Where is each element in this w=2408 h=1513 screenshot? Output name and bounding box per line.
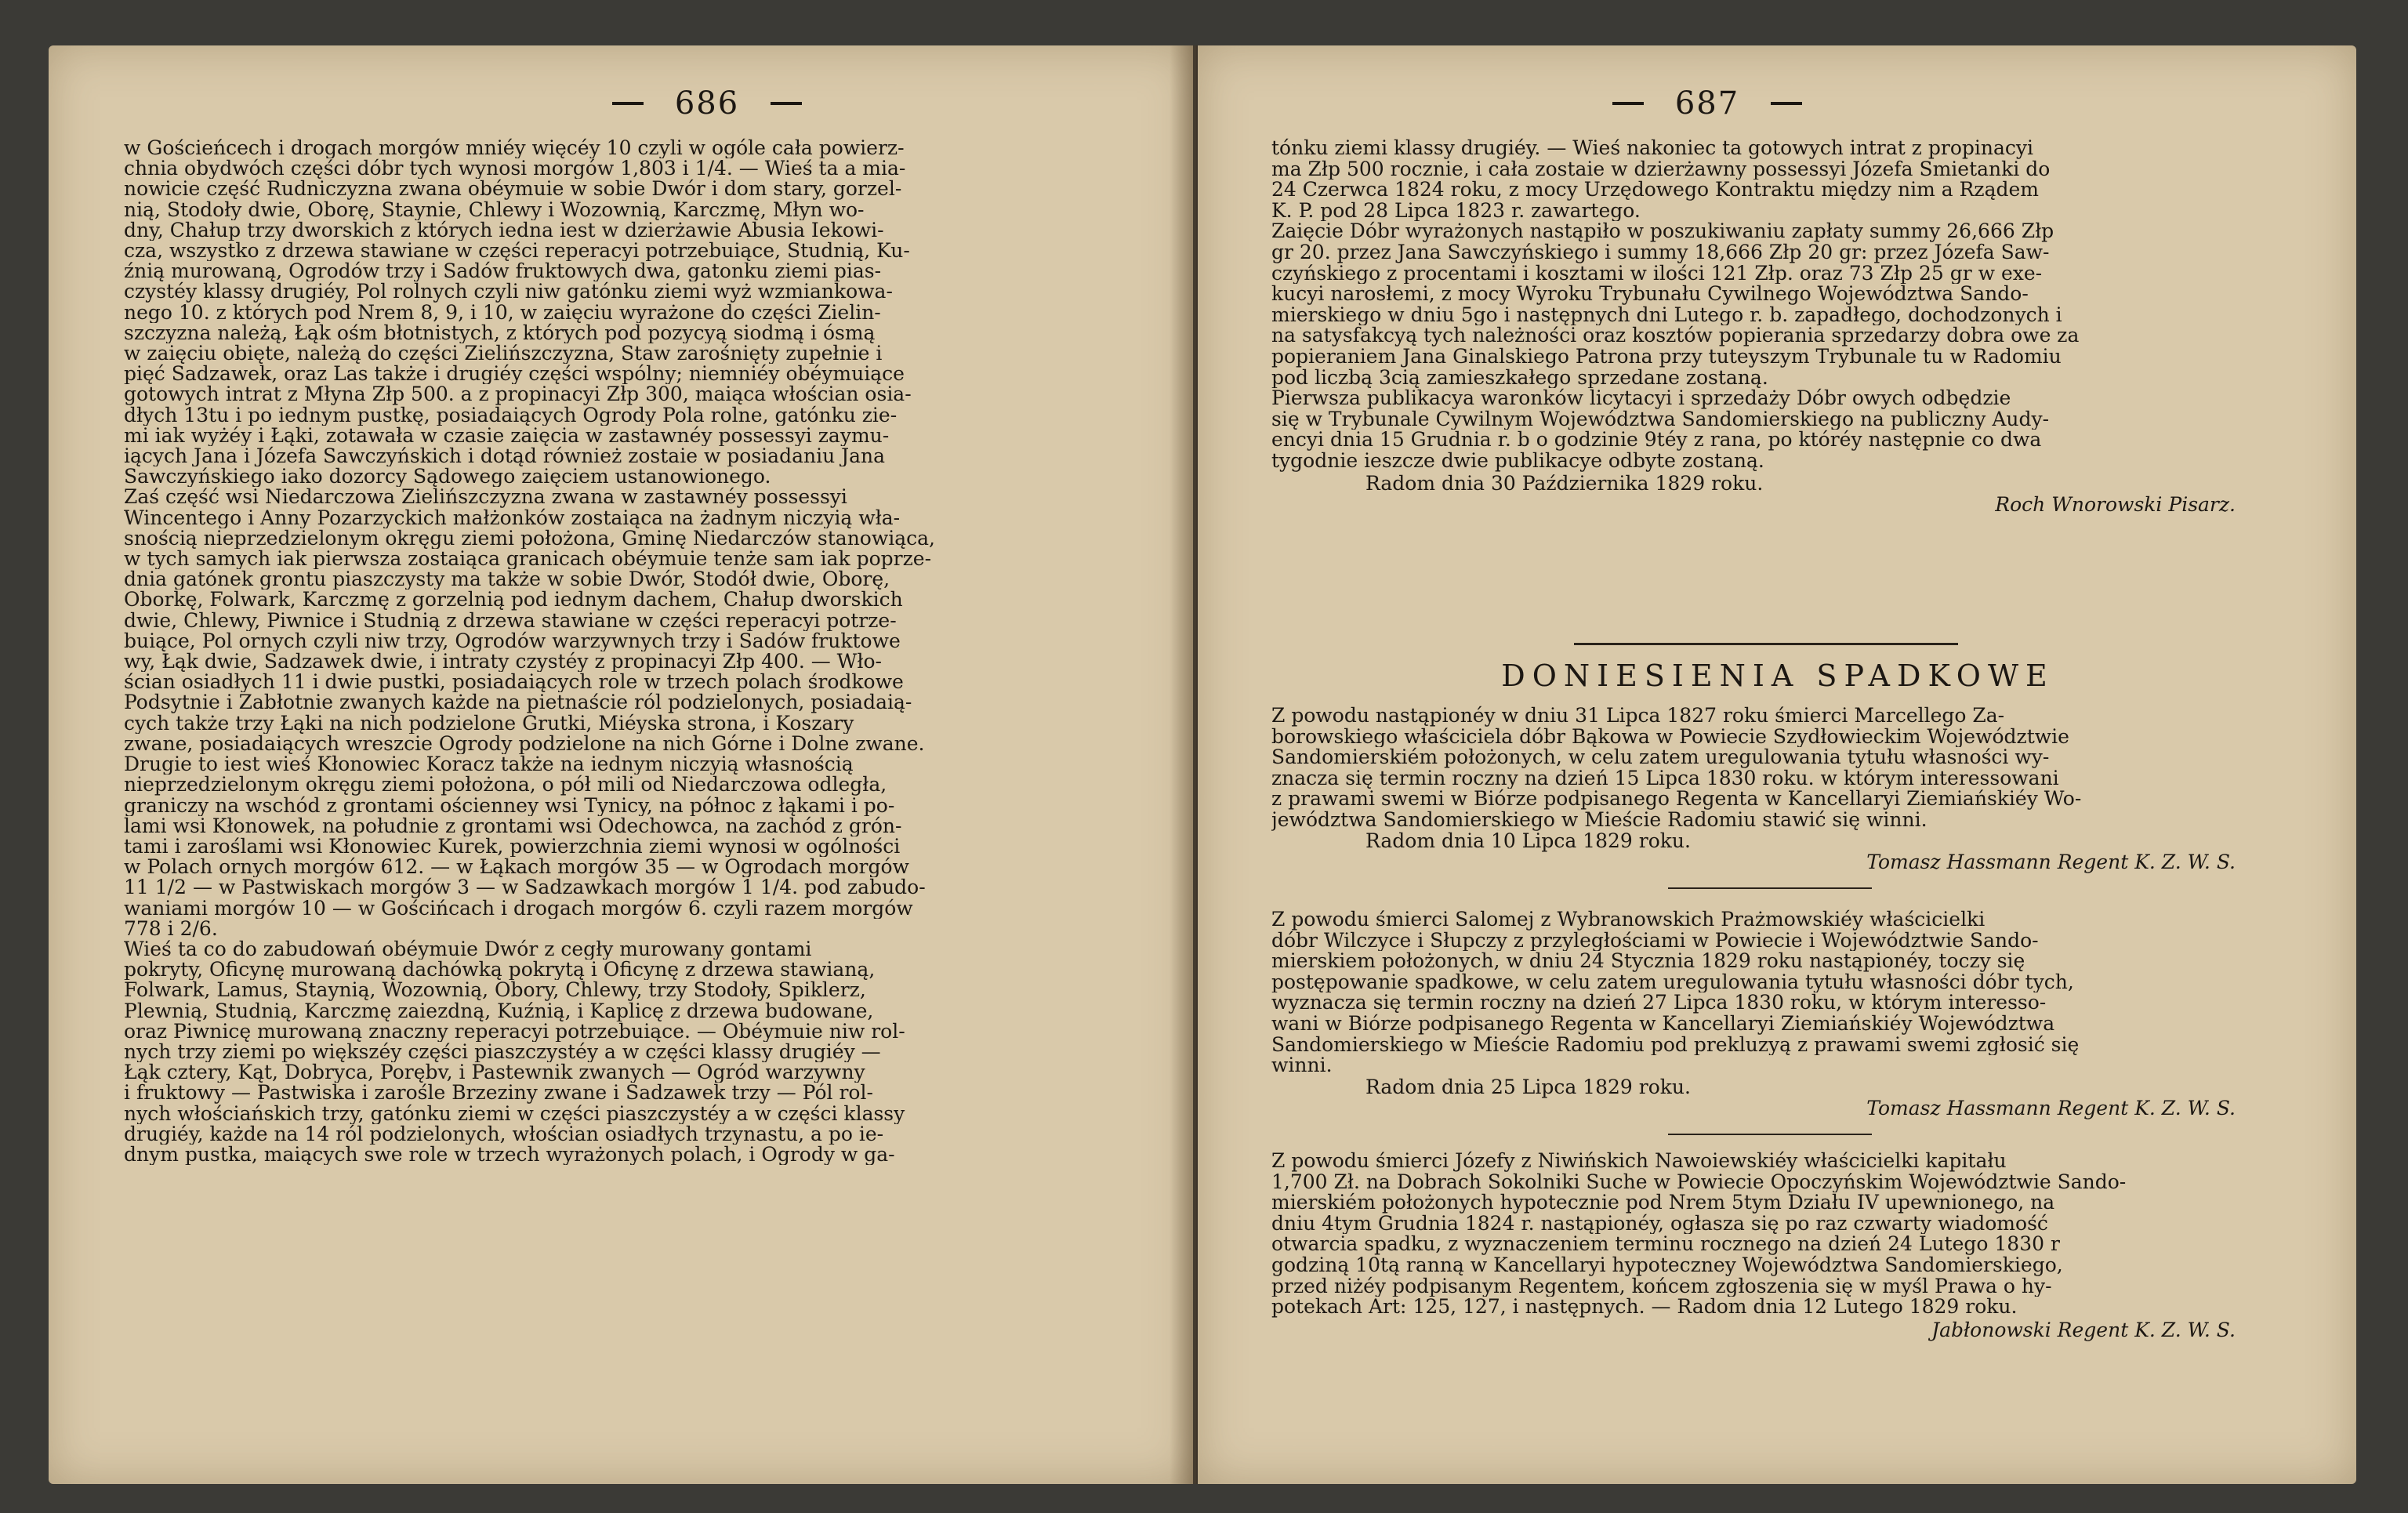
text-line: szczyzna należą, Łąk ośm błotnistych, z których pod pozycyą siodmą i ósmą	[124, 322, 876, 344]
signature: Roch Wnorowski Pisarz.	[1995, 492, 2236, 516]
signature: Jabłonowski Regent K. Z. W. S.	[1931, 1319, 2236, 1341]
inheritance-notice-1	[1271, 706, 2290, 831]
text-line: czyńskiego z procentami i kosztami w ilości 121 Złp. oraz 73 Złp 25 gr w exe-	[1271, 263, 2043, 285]
page-number: 686	[674, 85, 740, 122]
header-dash	[612, 102, 644, 105]
text-line: wani w Biórze podpisanego Regenta w Kancellaryi Ziemiańskiéy Województwa	[1271, 1013, 2055, 1035]
text-line: 778 i 2/6.	[124, 918, 218, 939]
text-line: Podsytnie i Zabłotnie zwanych każde na pietnaście ról podzielonych, posiadaią-	[124, 692, 912, 713]
text-line: z prawami swemi w Biórze podpisanego Regenta w Kancellaryi Ziemiańskiéy Wo-	[1271, 789, 2082, 810]
page-number: 687	[1674, 85, 1740, 122]
text-line: gotowych intrat z Młyna Złp 500. a z propinacyi Złp 300, maiąca włościan osia-	[124, 384, 912, 405]
text-line: nego 10. z których pod Nrem 8, 9, i 10, w zaięciu wyrażone do części Zielin-	[124, 302, 881, 323]
text-line: mierskiego w dniu 5go i następnych dni Lutego r. b. zapadłego, dochodzonych i	[1271, 304, 2062, 326]
text-line: lami wsi Kłonowek, na południe z grontami wsi Odechowca, na zachód z grón-	[124, 815, 902, 836]
text-line: K. P. pod 28 Lipca 1823 r. zawartego.	[1271, 200, 1641, 222]
text-line: pod liczbą 3cią zamieszkałego sprzedane zostaną.	[1271, 367, 1768, 389]
text-line: potekach Art: 125, 127, i następnych. — Radom dnia 12 Lutego 1829 roku.	[1271, 1297, 2018, 1318]
text-line: Zaś część wsi Niedarczowa Zielińszczyzna zwana w zastawnéy possessyi	[124, 487, 847, 508]
notice-1-closing	[1271, 831, 2290, 873]
text-line: i fruktowy — Pastwiska i zarośle Brzeziny zwane i Sadzawek trzy — Pól rol-	[124, 1083, 873, 1104]
text-line: pięć Sadzawek, oraz Las także i drugiéy części wspólny; niemniéy obéymuiące	[124, 364, 905, 385]
text-line: 24 Czerwca 1824 roku, z mocy Urzędowego Kontraktu między nim a Rządem	[1271, 180, 2040, 201]
text-line: Sawczyńskiego iako dozorcy Sądowego zaięciem ustanowionego.	[124, 466, 771, 488]
text-line: znacza się termin roczny na dzień 15 Lipca 1830 roku. w którym interessowani	[1271, 767, 2059, 789]
right-page	[1198, 45, 2356, 1484]
text-line: cych także trzy Łąki na nich podzielone Grutki, Miéyska strona, i Koszary	[124, 713, 854, 734]
text-line: mi iak wyżéy i Łąki, zotawała w czasie zaięcia w zastawnéy possessyi zaymu-	[124, 425, 890, 447]
text-line: Plewnią, Studnią, Karczmę zaiezdną, Kuźnią, i Kaplicę z drzewa budowane,	[124, 1000, 874, 1021]
text-line: nych trzy ziemi po większéy części piaszczystéy a w części klassy drugiéy —	[124, 1041, 881, 1063]
text-line: Z powodu nastąpionéy w dniu 31 Lipca 1827 roku śmierci Marcellego Za-	[1271, 706, 2005, 727]
text-line: oraz Piwnicę murowaną znaczny reperacyi potrzebuiące. — Obéymuie niw rol-	[124, 1021, 905, 1042]
text-line: winni.	[1271, 1055, 1333, 1076]
signature: Tomasz Hassmann Regent K. Z. W. S.	[1866, 850, 2236, 873]
text-line: pokryty, Oficynę murowaną dachówką pokrytą i Oficynę z drzewa stawianą,	[124, 960, 876, 981]
header-dash	[1771, 102, 1802, 105]
text-line: tygodnie ieszcze dwie publikacye odbyte zostaną.	[1271, 450, 1764, 472]
section-divider	[1574, 643, 1958, 645]
inheritance-notice-3	[1271, 1151, 2290, 1318]
left-page	[49, 45, 1193, 1484]
text-line: się w Trybunale Cywilnym Województwa Sandomierskiego na publiczny Audy-	[1271, 408, 2050, 430]
text-line: Z powodu śmierci Salomej z Wybranowskich Prażmowskiéy właścicielki	[1271, 909, 1986, 931]
text-line: dóbr Wilczyce i Słupczy z przyległościami w Powiecie i Województwie Sando-	[1271, 930, 2039, 952]
right-page-header	[1566, 80, 1848, 127]
text-line: Drugie to iest wieś Kłonowiec Koracz także na iednym niczyią własnością	[124, 754, 854, 775]
text-line: dniu 4tym Grudnia 1824 r. nastąpionéy, ogłasza się po raz czwarty wiadomość	[1271, 1213, 2048, 1235]
text-line: buiące, Pol ornych czyli niw trzy, Ogrodów warzywnych trzy i Sadów fruktowe	[124, 630, 901, 652]
text-line: źnią murowaną, Ogrodów trzy i Sadów fruktowych dwa, gatonku ziemi pias-	[124, 261, 882, 282]
text-line: 11 1/2 — w Pastwiskach morgów 3 — w Sadzawkach morgów 1 1/4. pod zabudo-	[124, 877, 926, 898]
text-line: otwarcia spadku, z wyznaczeniem terminu rocznego na dzień 24 Lutego 1830 r	[1271, 1234, 2060, 1255]
text-line: Wieś ta co do zabudowań obéymuie Dwór z cegły murowany gontami	[124, 938, 812, 960]
text-line: Sandomierskiego w Mieście Radomiu pod prekluzyą z prawami swemi zgłosić się	[1271, 1034, 2080, 1056]
right-page-body-top	[1271, 138, 2290, 472]
text-line: Sandomierskiém położonych, w celu zatem uregulowania tytułu własności wy-	[1271, 747, 2050, 768]
text-line: nych włościańskich trzy, gatónku ziemi w części piaszczystéy a w części klassy	[124, 1103, 905, 1124]
text-line: gr 20. przez Jana Sawczyńskiego i summy 18,666 Złp 20 gr: przez Józefa Saw-	[1271, 241, 2050, 263]
text-line: 1,700 Zł. na Dobrach Sokolniki Suche w Powiecie Opoczyńskim Województwie Sando-	[1271, 1171, 2127, 1193]
text-line: ma Złp 500 rocznie, i cała zostaie w dzierżawny possessyi Józefa Smietanki do	[1271, 158, 2051, 180]
notice-3-closing	[1271, 1320, 2290, 1341]
header-dash	[1612, 102, 1644, 105]
text-line: Łąk cztery, Kąt, Dobryca, Porębv, i Pastewnik zwanych — Ogród warzywny	[124, 1062, 865, 1083]
signature: Tomasz Hassmann Regent K. Z. W. S.	[1866, 1096, 2236, 1119]
text-line: wy, Łąk dwie, Sadzawek dwie, i intraty czystéy z propinacyi Złp 400. — Wło-	[124, 651, 882, 673]
text-line: w Gościeńcech i drogach morgów mniéy więcéy 10 czyli w ogóle cała powierz-	[124, 138, 905, 159]
text-line: snością nieprzedzielonym okręgu ziemi położona, Gminę Niedarczów stanowiąca,	[124, 528, 935, 550]
text-line: w Polach ornych morgów 612. — w Łąkach morgów 35 — w Ogrodach morgów	[124, 857, 909, 878]
date-line: Radom dnia 30 Października 1829 roku.	[1365, 472, 1764, 495]
notice-divider	[1668, 887, 1872, 889]
text-line: przed niżéy podpisanym Regentem, końcem zgłoszenia się w myśl Prawa o hy-	[1271, 1275, 2052, 1297]
text-line: cza, wszystko z drzewa stawiane w części reperacyi potrzebuiące, Studnią, Ku-	[124, 241, 910, 262]
left-page-header	[566, 80, 848, 127]
text-line: Z powodu śmierci Józefy z Niwińskich Nawoiewskiéy właścicielki kapitału	[1271, 1151, 2007, 1172]
text-line: zwane, posiadaiących wreszcie Ogrody podzielone na nich Górne i Dolne zwane.	[124, 733, 925, 755]
text-line: dnym pustka, maiących swe role w trzech wyrażonych polach, i Ogrody w ga-	[124, 1144, 895, 1166]
text-line: Folwark, Lamus, Staynią, Wozownią, Obory, Chlewy, trzy Stodoły, Spiklerz,	[124, 980, 866, 1001]
notice-closing-block	[1271, 473, 2290, 515]
text-line: chnia obydwóch części dóbr tych wynosi morgów 1,803 i 1/4. — Wieś ta a mia-	[124, 158, 906, 180]
text-line: Oborkę, Folwark, Karczmę z gorzelnią pod iednym dachem, Chałup dworskich	[124, 590, 903, 611]
text-line: nią, Stodoły dwie, Oborę, Staynie, Chlewy i Wozownią, Karczmę, Młyn wo-	[124, 199, 865, 220]
text-line: waniami morgów 10 — w Gościńcach i drogach morgów 6. czyli razem morgów	[124, 898, 913, 919]
text-line: iących Jana i Józefa Sawczyńskich i dotąd również zostaie w posiadaniu Jana	[124, 446, 886, 467]
text-line: czystéy klassy drugiéy, Pol rolnych czyli niw gatónku ziemi wyż wzmiankowa-	[124, 281, 893, 303]
notice-2-closing	[1271, 1077, 2290, 1119]
text-line: graniczy na wschód z grontami ościenney wsi Tynicy, na północ z łąkami i po-	[124, 795, 895, 816]
date-line: Radom dnia 10 Lipca 1829 roku.	[1365, 829, 1691, 852]
text-line: dnia gatónek grontu piaszczysty ma także w sobie Dwór, Stodół dwie, Oborę,	[124, 569, 890, 590]
notice-divider	[1668, 1134, 1872, 1135]
text-line: popieraniem Jana Ginalskiego Patrona przy tuteyszym Trybunale tu w Radomiu	[1271, 346, 2062, 368]
header-dash	[771, 102, 802, 105]
text-line: tónku ziemi klassy drugiéy. — Wieś nakoniec ta gotowych intrat z propinacyi	[1271, 138, 2034, 159]
text-line: godziną 10tą ranną w Kancellaryi hypoteczney Województwa Sandomierskiego,	[1271, 1254, 2063, 1276]
text-line: Wincentego i Anny Pozarzyckich małżonków zostaiąca na żadnym niczyią wła-	[124, 507, 901, 528]
text-line: kucyi narosłemi, z mocy Wyroku Trybunału Cywilnego Województwa Sando-	[1271, 284, 2029, 305]
inheritance-notice-2	[1271, 909, 2290, 1076]
text-line: dwie, Chlewy, Piwnice i Studnią z drzewa stawiane w części reperacyi potrze-	[124, 610, 897, 631]
text-line: jewództwa Sandomierskiego w Mieście Radomiu stawić się winni.	[1271, 809, 1927, 831]
text-line: postępowanie spadkowe, w celu zatem uregulowania tytułu własności dóbr tych,	[1271, 971, 2074, 993]
date-line: Radom dnia 25 Lipca 1829 roku.	[1365, 1076, 1691, 1098]
text-line: nowicie część Rudniczyzna zwana obéymuie w sobie Dwór i dom stary, gorzel-	[124, 179, 902, 200]
section-title: DONIESIENIA SPADKOWE	[1501, 659, 2054, 693]
text-line: Pierwsza publikacya waronków licytacyi i sprzedaży Dóbr owych odbędzie	[1271, 388, 2011, 409]
text-line: wyznacza się termin roczny na dzień 27 Lipca 1830 roku, w którym interesso-	[1271, 992, 2047, 1014]
left-page-body	[124, 138, 1119, 1165]
text-line: nieprzedzielonym okręgu ziemi położona, o pół mili od Niedarczowa odległa,	[124, 775, 887, 796]
text-line: ścian osiadłych 11 i dwie pustki, posiadaiących role w trzech polach środkowe	[124, 672, 904, 693]
text-line: w tych samych iak pierwsza zostaiąca granicach obéymuie tenże sam iak poprze-	[124, 549, 932, 570]
text-line: borowskiego właściciela dóbr Bąkowa w Powiecie Szydłowieckim Województwie	[1271, 726, 2069, 748]
text-line: dny, Chałup trzy dworskich z których iedna iest w dzierżawie Abusia Iekowi-	[124, 220, 884, 241]
text-line: drugiéy, każde na 14 ról podzielonych, włościan osiadłych trzynastu, a po ie-	[124, 1123, 884, 1145]
text-line: tami i zaroślami wsi Kłonowiec Kurek, powierzchnia ziemi wynosi w ogólności	[124, 836, 901, 858]
text-line: na satysfakcyą tych należności oraz kosztów popierania sprzedarzy dobra owe za	[1271, 325, 2080, 347]
text-line: w zaięciu obięte, należą do części Zielińszczyzna, Staw zarośnięty zupełnie i	[124, 343, 883, 365]
text-line: mierskiem położonych, w dniu 24 Stycznia 1829 roku nastąpionéy, toczy się	[1271, 951, 2025, 972]
text-line: mierskiém położonych hypotecznie pod Nrem 5tym Działu IV upewnionego, na	[1271, 1192, 2055, 1214]
text-line: encyi dnia 15 Grudnia r. b o godzinie 9téy z rana, po któréy następnie co dwa	[1271, 430, 2042, 451]
text-line: Zaięcie Dóbr wyrażonych nastąpiło w poszukiwaniu zapłaty summy 26,666 Złp	[1271, 221, 2054, 242]
text-line: dłych 13tu i po iednym pustkę, posiadaiących Ogrody Pola rolne, gatónku zie-	[124, 405, 898, 426]
